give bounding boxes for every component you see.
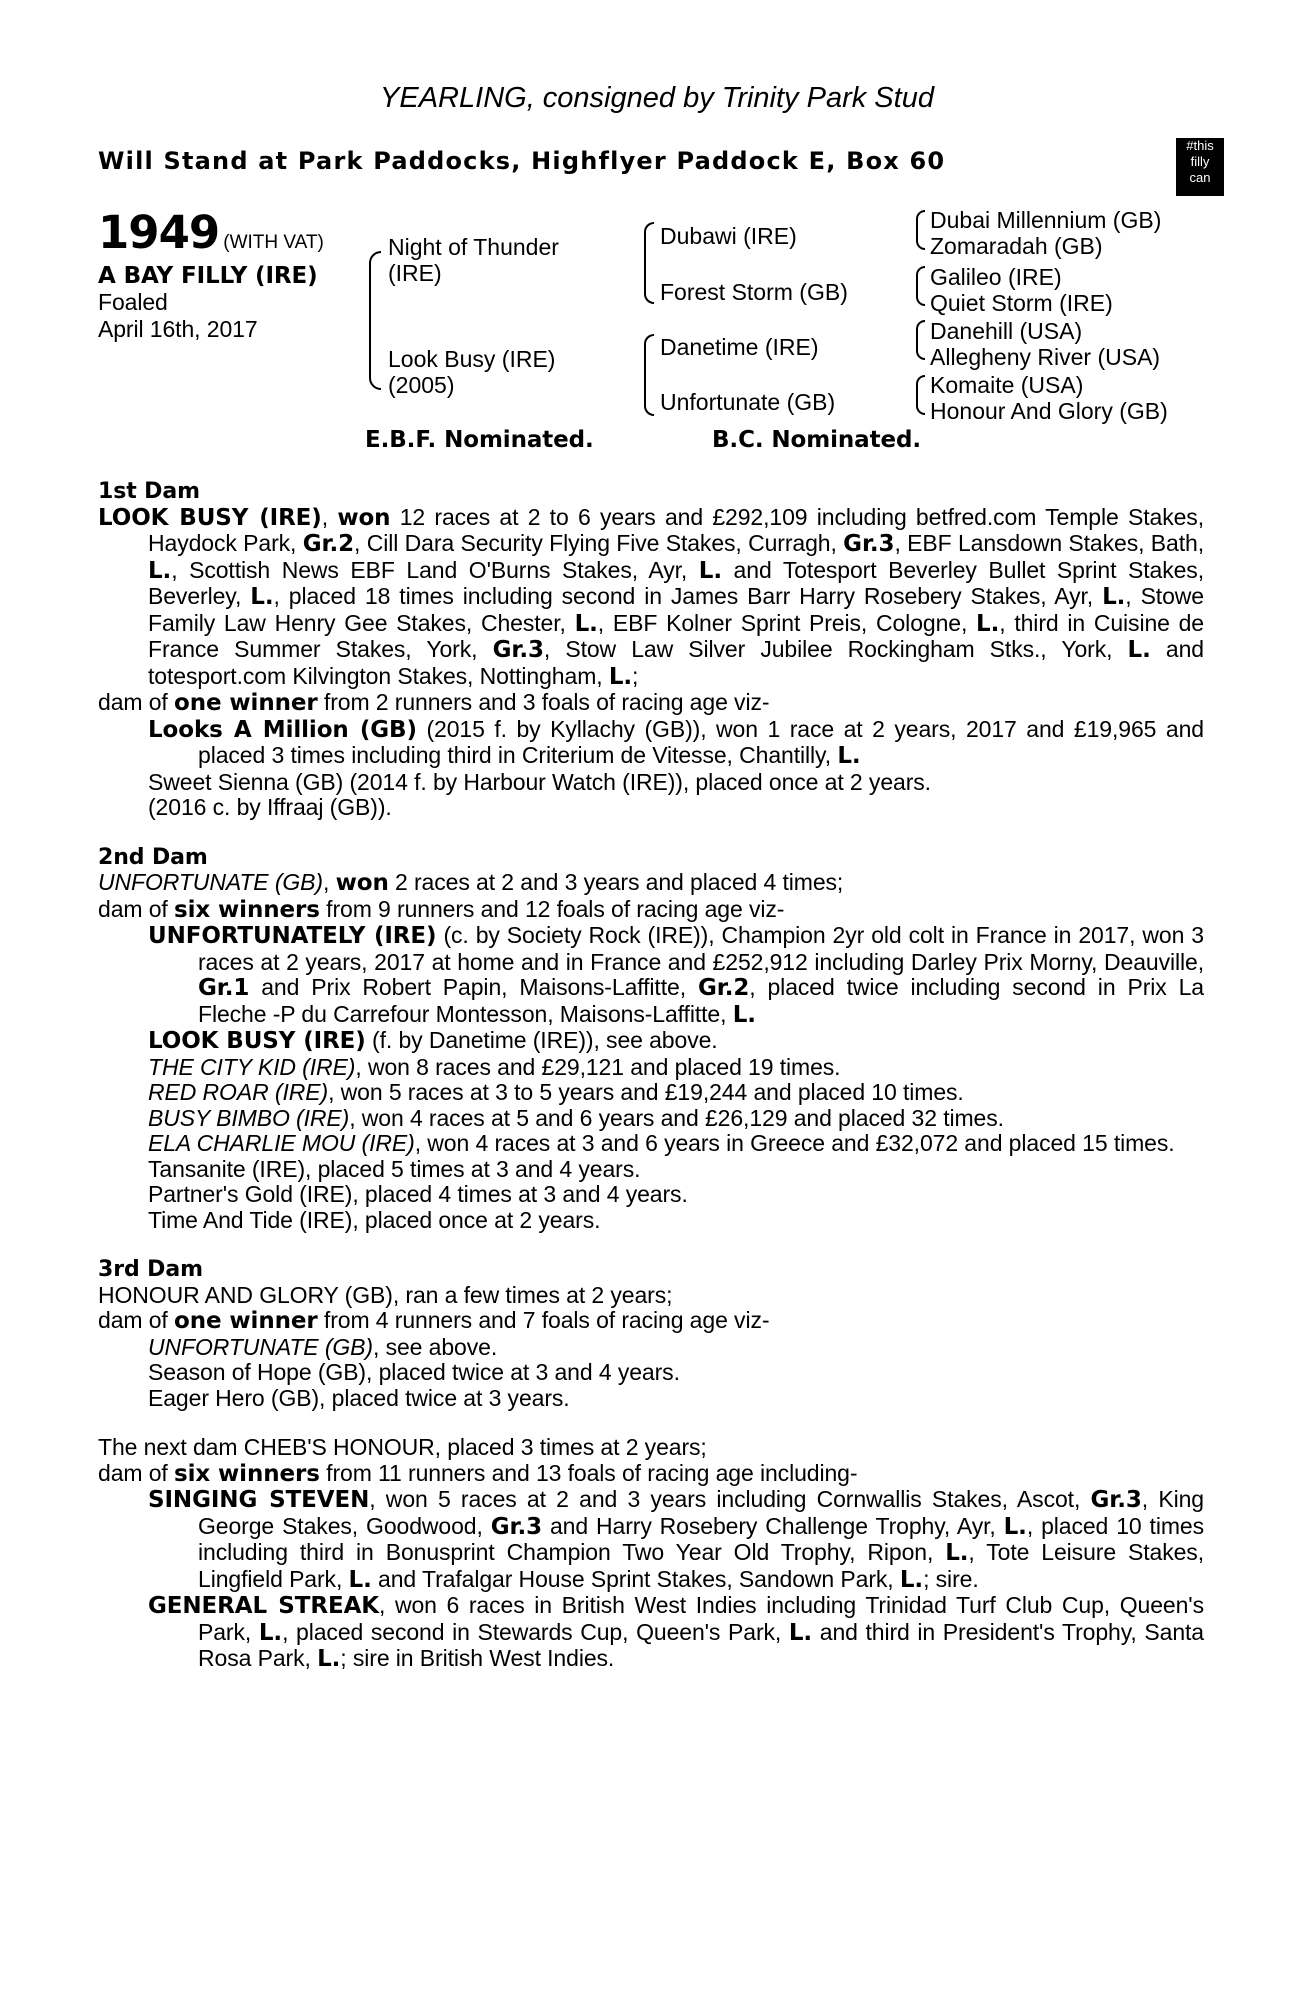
catalogue-body — [98, 479, 1204, 1673]
third-dam-record: HONOUR AND GLORY (GB), ran a few times at 2 years; — [98, 1281, 673, 1308]
produce-look-busy: LOOK BUSY (IRE) (f. by Danetime (IRE)), see above. — [148, 1027, 718, 1054]
produce-unfortunately: UNFORTUNATELY (IRE) (c. by Society Rock (IRE)), Champion 2yr old colt in France in 2017, won 3 races at 2 years, 2017 at home and in France and £252,912 including Darley Prix Morny, Deauville, Gr.1 and Prix Robert Papin, Maisons-Laffitte, Gr.2, placed twice including second in Prix La Fleche -P du Carrefour Montesson, Maisons-Laffitte, L. — [148, 922, 1204, 1028]
gg-3: Galileo (IRE) — [930, 264, 1062, 290]
gg-5: Danehill (USA) — [930, 318, 1083, 344]
produce-eager-hero: Eager Hero (GB), placed twice at 3 years. — [148, 1384, 570, 1411]
foaled-date: April 16th, 2017 — [98, 316, 258, 342]
pedigree-brace — [369, 251, 381, 390]
sire-brace — [644, 222, 654, 304]
gg-2: Zomaradah (GB) — [930, 233, 1103, 259]
third-dam-heading: 3rd Dam — [98, 1257, 203, 1282]
produce-season-of-hope: Season of Hope (GB), placed twice at 3 and 4 years. — [148, 1359, 680, 1385]
dam-dam: Unfortunate (GB) — [660, 389, 836, 415]
brace-g2 — [916, 266, 925, 306]
second-dam-produce-summary: dam of six winners from 9 runners and 12 foals of racing age viz- — [98, 895, 785, 923]
gg-8: Honour And Glory (GB) — [930, 398, 1168, 424]
this-filly-can-logo: #this filly can — [1176, 138, 1224, 196]
horse-name: A BAY FILLY (IRE) — [98, 263, 318, 289]
produce-red-roar: RED ROAR (IRE), won 5 races at 3 to 5 years and £19,244 and placed 10 times. — [148, 1079, 964, 1105]
brace-g1 — [916, 210, 925, 250]
fourth-dam-record: The next dam CHEB'S HONOUR, placed 3 times at 2 years; — [98, 1434, 707, 1460]
gg-1: Dubai Millennium (GB) — [930, 207, 1162, 233]
produce-looks-a-million: Looks A Million (GB) (2015 f. by Kyllachy (GB)), won 1 race at 2 years, 2017 and £19,965 and placed 3 times including third in Criterium de Vitesse, Chantilly, L. — [148, 715, 1204, 769]
lot-number: 1949 (WITH VAT) — [98, 206, 324, 259]
third-dam-produce-summary: dam of one winner from 4 runners and 7 foals of racing age viz- — [98, 1307, 770, 1334]
produce-unfortunate: UNFORTUNATE (GB), see above. — [148, 1333, 498, 1360]
foaled-label: Foaled — [98, 289, 168, 315]
produce-ela-charlie-mou: ELA CHARLIE MOU (IRE), won 4 races at 3 and 6 years in Greece and £32,072 and placed 15 times. — [148, 1130, 1175, 1156]
stand-location: Will Stand at Park Paddocks, Highflyer Paddock E, Box 60 — [98, 147, 946, 175]
page-header: YEARLING, consigned by Trinity Park Stud — [380, 82, 934, 114]
fourth-dam-produce-summary: dam of six winners from 11 runners and 13 foals of racing age including- — [98, 1459, 858, 1487]
sire: Night of Thunder (IRE) — [388, 234, 559, 286]
produce-partners-gold: Partner's Gold (IRE), placed 4 times at 3 and 4 years. — [148, 1181, 688, 1207]
vat-note: (WITH VAT) — [223, 232, 324, 253]
produce-time-and-tide: Time And Tide (IRE), placed once at 2 years. — [148, 1206, 601, 1233]
brace-g4 — [916, 375, 925, 415]
produce-busy-bimbo: BUSY BIMBO (IRE), won 4 races at 5 and 6 years and £26,129 and placed 32 times. — [148, 1104, 1004, 1131]
ebf-nominated: E.B.F. Nominated. — [365, 427, 594, 453]
produce-singing-steven: SINGING STEVEN, won 5 races at 2 and 3 years including Cornwallis Stakes, Ascot, Gr.3, King George Stakes, Goodwood, Gr.3 and Harry Rosebery Challenge Trophy, Ayr, L., placed 10 times including third in Bonusprint Champion Two Year Old Trophy, Ripon, L., Tote Leisure Stakes, Lingfield Park, L. and Trafalgar House Sprint Stakes, Sandown Park, L.; sire. — [148, 1486, 1204, 1593]
dam: Look Busy (IRE) (2005) — [388, 346, 556, 398]
sire-sire: Dubawi (IRE) — [660, 223, 797, 249]
dam-brace — [644, 334, 654, 416]
first-dam-record: LOOK BUSY (IRE), won 12 races at 2 to 6 years and £292,109 including betfred.com Temple Stakes, Haydock Park, Gr.2, Cill Dara Security Flying Five Stakes, Curragh, Gr.3, EBF Lansdown Stakes, Bath, L., Scottish News EBF Land O'Burns Stakes, Ayr, L. and Totesport Beverley Bullet Sprint Stakes, Beverley, L., placed 18 times including second in James Barr Harry Rosebery Stakes, Ayr, L., Stowe Family Law Henry Gee Stakes, Chester, L., EBF Kolner Sprint Preis, Cologne, L., third in Cuisine de France Summer Stakes, York, Gr.3, Stow Law Silver Jubilee Rockingham Stks., York, L. and totesport.com Kilvington Stakes, Nottingham, L.; — [98, 503, 1204, 690]
brace-g3 — [916, 320, 925, 360]
produce-tansanite: Tansanite (IRE), placed 5 times at 3 and 4 years. — [148, 1155, 641, 1182]
produce-2016-colt: (2016 c. by Iffraaj (GB)). — [148, 794, 392, 820]
produce-general-streak: GENERAL STREAK, won 6 races in British West Indies including Trinidad Turf Club Cup, Queen's Park, L., placed second in Stewards Cup, Queen's Park, L. and third in President's Trophy, Santa Rosa Park, L.; sire in British West Indies. — [148, 1592, 1204, 1672]
first-dam-produce-summary: dam of one winner from 2 runners and 3 foals of racing age viz- — [98, 689, 770, 716]
dam-sire: Danetime (IRE) — [660, 334, 819, 360]
second-dam-heading: 2nd Dam — [98, 844, 208, 870]
second-dam-record: UNFORTUNATE (GB), won 2 races at 2 and 3 years and placed 4 times; — [98, 869, 844, 896]
produce-sweet-sienna: Sweet Sienna (GB) (2014 f. by Harbour Watch (IRE)), placed once at 2 years. — [148, 768, 931, 795]
gg-7: Komaite (USA) — [930, 372, 1084, 398]
gg-4: Quiet Storm (IRE) — [930, 290, 1113, 316]
sire-dam: Forest Storm (GB) — [660, 279, 848, 305]
bc-nominated: B.C. Nominated. — [712, 427, 921, 453]
gg-6: Allegheny River (USA) — [930, 344, 1161, 370]
first-dam-heading: 1st Dam — [98, 479, 200, 504]
produce-the-city-kid: THE CITY KID (IRE), won 8 races and £29,121 and placed 19 times. — [148, 1053, 841, 1080]
